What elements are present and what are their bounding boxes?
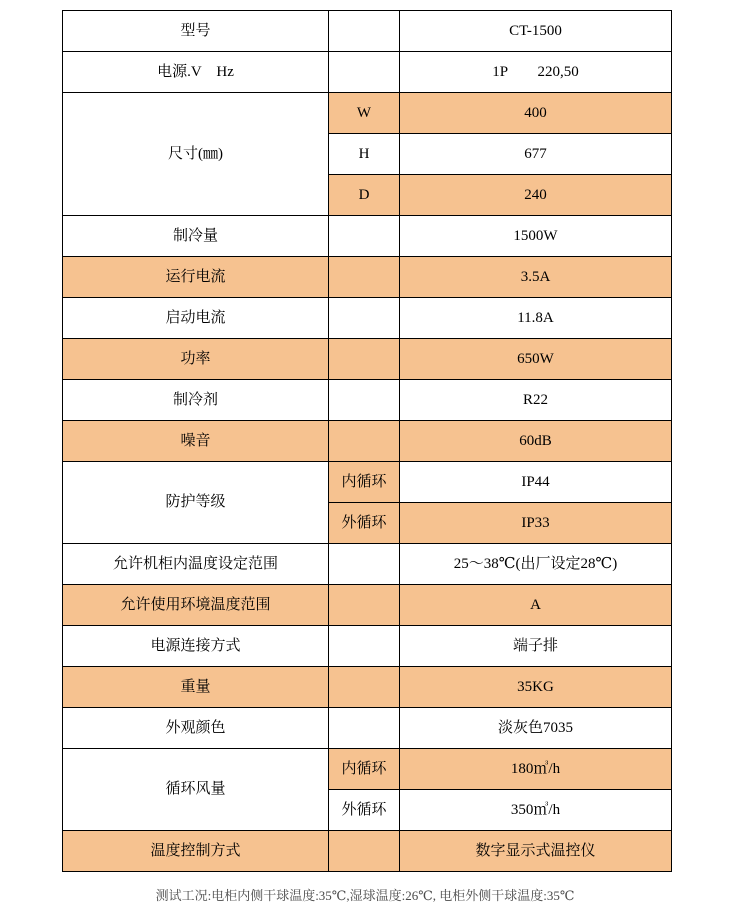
table-row bbox=[63, 831, 672, 872]
table-row bbox=[63, 257, 672, 298]
spec-sheet-page bbox=[0, 10, 730, 903]
table-row bbox=[63, 667, 672, 708]
row-mid: 内循环 bbox=[329, 749, 400, 790]
row-mid bbox=[329, 667, 400, 708]
row-mid bbox=[329, 257, 400, 298]
row-label: 制冷量 bbox=[63, 216, 329, 257]
row-mid bbox=[329, 626, 400, 667]
row-label: 尺寸(㎜) bbox=[63, 93, 329, 216]
table-row bbox=[63, 462, 672, 503]
row-label: 电源连接方式 bbox=[63, 626, 329, 667]
row-mid: W bbox=[329, 93, 400, 134]
row-label: 循环风量 bbox=[63, 749, 329, 831]
row-label: 噪音 bbox=[63, 421, 329, 462]
table-row bbox=[63, 11, 672, 52]
row-mid: 内循环 bbox=[329, 462, 400, 503]
table-row bbox=[63, 585, 672, 626]
table-row bbox=[63, 339, 672, 380]
row-mid bbox=[329, 421, 400, 462]
row-value: 3.5A bbox=[400, 257, 672, 298]
row-label: 允许机柜内温度设定范围 bbox=[63, 544, 329, 585]
row-value: R22 bbox=[400, 380, 672, 421]
row-value: 400 bbox=[400, 93, 672, 134]
row-value: 数字显示式温控仪 bbox=[400, 831, 672, 872]
row-value: 1P 220,50 bbox=[400, 52, 672, 93]
row-value: 35KG bbox=[400, 667, 672, 708]
row-mid bbox=[329, 831, 400, 872]
table-row bbox=[63, 380, 672, 421]
table-row bbox=[63, 421, 672, 462]
row-mid bbox=[329, 52, 400, 93]
row-mid: 外循环 bbox=[329, 790, 400, 831]
row-mid: 外循环 bbox=[329, 503, 400, 544]
row-mid bbox=[329, 544, 400, 585]
row-value: IP44 bbox=[400, 462, 672, 503]
row-mid bbox=[329, 708, 400, 749]
row-mid bbox=[329, 11, 400, 52]
row-value: IP33 bbox=[400, 503, 672, 544]
row-value: 350㎥/h bbox=[400, 790, 672, 831]
row-label: 运行电流 bbox=[63, 257, 329, 298]
row-mid: D bbox=[329, 175, 400, 216]
row-label: 防护等级 bbox=[63, 462, 329, 544]
row-mid: H bbox=[329, 134, 400, 175]
table-row bbox=[63, 626, 672, 667]
row-value: 180㎥/h bbox=[400, 749, 672, 790]
row-value: 11.8A bbox=[400, 298, 672, 339]
row-value: 677 bbox=[400, 134, 672, 175]
row-mid bbox=[329, 585, 400, 626]
row-value: A bbox=[400, 585, 672, 626]
row-mid bbox=[329, 380, 400, 421]
table-row bbox=[63, 216, 672, 257]
row-label: 外观颜色 bbox=[63, 708, 329, 749]
row-value: 240 bbox=[400, 175, 672, 216]
table-row bbox=[63, 544, 672, 585]
row-value: 端子排 bbox=[400, 626, 672, 667]
row-label: 温度控制方式 bbox=[63, 831, 329, 872]
table-row bbox=[63, 52, 672, 93]
row-label: 重量 bbox=[63, 667, 329, 708]
row-label: 启动电流 bbox=[63, 298, 329, 339]
row-value: 60dB bbox=[400, 421, 672, 462]
row-label: 允许使用环境温度范围 bbox=[63, 585, 329, 626]
row-label: 制冷剂 bbox=[63, 380, 329, 421]
row-label: 电源.V Hz bbox=[63, 52, 329, 93]
row-value: 1500W bbox=[400, 216, 672, 257]
row-value: CT-1500 bbox=[400, 11, 672, 52]
specification-table bbox=[62, 10, 672, 872]
row-mid bbox=[329, 298, 400, 339]
table-row bbox=[63, 298, 672, 339]
table-row bbox=[63, 708, 672, 749]
table-row bbox=[63, 749, 672, 790]
row-value: 650W bbox=[400, 339, 672, 380]
table-row bbox=[63, 93, 672, 134]
row-mid bbox=[329, 339, 400, 380]
row-label: 型号 bbox=[63, 11, 329, 52]
row-value: 25～38℃(出厂设定28℃) bbox=[400, 544, 672, 585]
row-value: 淡灰色7035 bbox=[400, 708, 672, 749]
test-condition-footnote: 测试工况:电柜内侧干球温度:35℃,湿球温度:26℃, 电柜外侧干球温度:35℃ bbox=[155, 888, 575, 903]
row-mid bbox=[329, 216, 400, 257]
row-label: 功率 bbox=[63, 339, 329, 380]
